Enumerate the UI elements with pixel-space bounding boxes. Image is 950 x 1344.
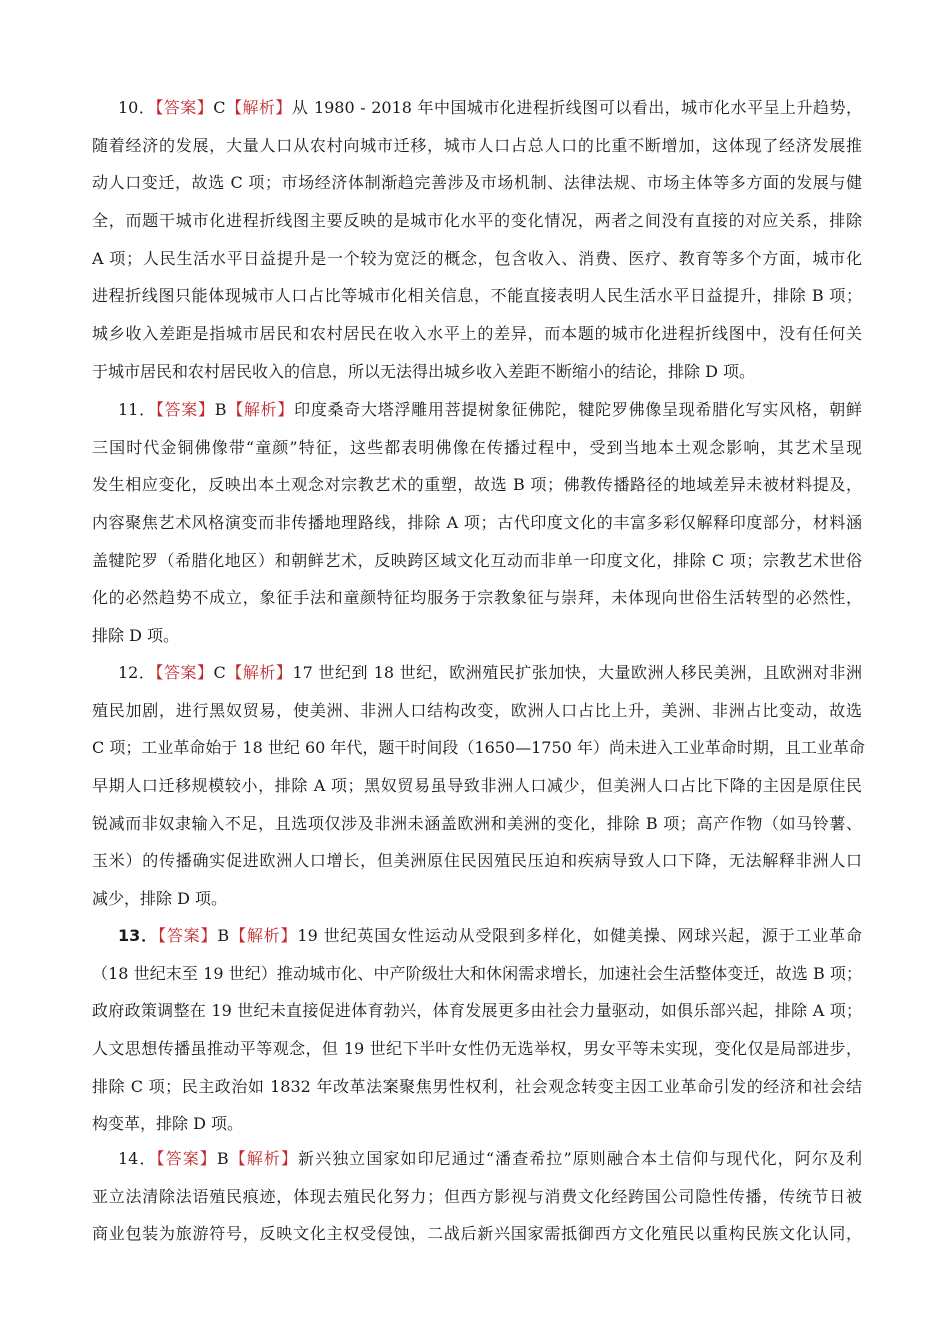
text-line: （18 世纪末至 19 世纪）推动城市化、中产阶级壮大和休闲需求增长，加速社会生活整体变迁，故选 B 项；: [92, 963, 862, 983]
text-line: 政府政策调整在 19 世纪未直接促进体育勃兴，体育发展更多由社会力量驱动，如俱乐部兴起，排除 A 项；: [92, 1001, 862, 1021]
text-line: C 项；工业革命始于 18 世纪 60 年代，题干时间段（1650—1750 年）尚未进入工业革命时期，且工业革命: [92, 738, 865, 758]
text-line: A 项；人民生活水平日益提升是一个较为宽泛的概念，包含收入、消费、医疗、教育等多个方面，城市化: [92, 248, 862, 268]
analysis-text: 19 世纪英国女性运动从受限到多样化，如健美操、网球兴起，源于工业革命: [297, 926, 862, 945]
analysis-tag: 【解析】: [229, 926, 298, 945]
text-line: 全，而题干城市化进程折线图主要反映的是城市化水平的变化情况，两者之间没有直接的对应关系，排除: [92, 211, 862, 231]
text-line: 商业包装为旅游符号，反映文化主权受侵蚀，二战后新兴国家需抵御西方文化殖民以重构民族文化认同，: [92, 1224, 862, 1244]
answer-letter: B: [217, 926, 230, 945]
analysis-text: 新兴独立国家如印尼通过“潘查希拉”原则融合本土信仰与现代化，阿尔及利: [298, 1149, 862, 1168]
item-first-line: [92, 1140, 862, 1178]
text-line: 进程折线图只能体现城市人口占比等城市化相关信息，不能直接表明人民生活水平日益提升，排除 B 项；: [92, 286, 862, 306]
answer-letter: C: [213, 663, 226, 682]
item-number: 11．: [118, 400, 156, 419]
analysis-text: 印度桑奇大塔浮雕用菩提树象征佛陀，犍陀罗佛像呈现希腊化写实风格，朝鲜: [294, 400, 862, 419]
item-number: 10．: [118, 98, 156, 117]
text-line: 锐减而非奴隶输入不足，且选项仅涉及非洲未涵盖欧洲和美洲的变化，排除 B 项；高产作物（如马铃薯、: [92, 813, 862, 833]
answer-tag: 【答案】: [155, 663, 214, 682]
analysis-text: 17 世纪到 18 世纪，欧洲殖民扩张加快，大量欧洲人移民美洲，且欧洲对非洲: [292, 663, 862, 682]
answer-tag: 【答案】: [155, 98, 214, 117]
text-line: 发生相应变化，反映出本土观念对宗教艺术的重塑，故选 B 项；佛教传播路径的地域差异未被材料提及，: [92, 475, 862, 495]
analysis-tag: 【解析】: [228, 1149, 299, 1168]
answer-letter: B: [214, 400, 227, 419]
text-line: 动人口变迁，故选 C 项；市场经济体制渐趋完善涉及市场机制、法律法规、市场主体等多方面的发展与健: [92, 173, 862, 193]
answer-item-14: [92, 1140, 862, 1253]
answer-item-10: [92, 89, 862, 391]
text-line: 排除 C 项；民主政治如 1832 年改革法案聚焦男性权利，社会观念转变主因工业革命引发的经济和社会结: [92, 1076, 862, 1096]
text-line: 三国时代金铜佛像带“童颜”特征，这些都表明佛像在传播过程中，受到当地本土观念影响，其艺术呈现: [92, 437, 862, 457]
item-first-line: [92, 391, 862, 429]
answer-item-13: [92, 917, 862, 1143]
item-number: 14．: [118, 1149, 157, 1168]
text-line: 随着经济的发展，大量人口从农村向城市迁移，城市人口占总人口的比重不断增加，这体现了经济发展推: [92, 135, 862, 155]
answer-tag: 【答案】: [156, 1149, 217, 1168]
item-number: 12．: [118, 663, 156, 682]
text-line: 城乡收入差距是指城市居民和农村居民在收入水平上的差异，而本题的城市化进程折线图中，没有任何关: [92, 324, 862, 344]
text-line: 减少，排除 D 项。: [92, 889, 228, 909]
text-line: 亚立法清除法语殖民痕迹，体现去殖民化努力；但西方影视与消费文化经跨国公司隐性传播，传统节日被: [92, 1186, 862, 1206]
analysis-text: 从 1980 - 2018 年中国城市化进程折线图可以看出，城市化水平呈上升趋势，: [291, 98, 862, 117]
text-line: 构变革，排除 D 项。: [92, 1114, 244, 1134]
text-line: 排除 D 项。: [92, 626, 180, 646]
text-line: 人文思想传播虽推动平等观念，但 19 世纪下半叶女性仍无选举权，男女平等未实现，变化仅是局部进步，: [92, 1039, 862, 1059]
answer-letter: B: [216, 1149, 229, 1168]
item-number: 13．: [118, 926, 158, 945]
answer-item-11: [92, 391, 862, 655]
answer-item-12: [92, 654, 865, 918]
answer-tag: 【答案】: [157, 926, 218, 945]
text-line: 盖犍陀罗（希腊化地区）和朝鲜艺术，反映跨区域文化互动而非单一印度文化，排除 C 项；宗教艺术世俗: [92, 550, 862, 570]
text-line: 内容聚焦艺术风格演变而非传播地理路线，排除 A 项；古代印度文化的丰富多彩仅解释印度部分，材料涵: [92, 513, 862, 533]
text-line: 殖民加剧，进行黑奴贸易，使美洲、非洲人口结构改变，欧洲人口占比上升，美洲、非洲占比变动，故选: [92, 700, 862, 720]
analysis-tag: 【解析】: [225, 98, 292, 117]
item-first-line: [92, 654, 862, 692]
answer-letter: C: [213, 98, 226, 117]
text-line: 早期人口迁移规模较小，排除 A 项；黑奴贸易虽导致非洲人口减少，但美洲人口占比下降的主因是原住民: [92, 776, 862, 796]
answer-tag: 【答案】: [155, 400, 215, 419]
text-line: 化的必然趋势不成立，象征手法和童颜特征均服务于宗教象征与崇拜，未体现向世俗生活转型的必然性，: [92, 588, 862, 608]
analysis-tag: 【解析】: [226, 400, 295, 419]
text-line: 于城市居民和农村居民收入的信息，所以无法得出城乡收入差距不断缩小的结论，排除 D 项。: [92, 361, 756, 381]
analysis-tag: 【解析】: [225, 663, 293, 682]
text-line: 玉米）的传播确实促进欧洲人口增长，但美洲原住民因殖民压迫和疾病导致人口下降，无法解释非洲人口: [92, 851, 862, 871]
item-first-line: [92, 917, 862, 955]
item-first-line: [92, 89, 862, 127]
